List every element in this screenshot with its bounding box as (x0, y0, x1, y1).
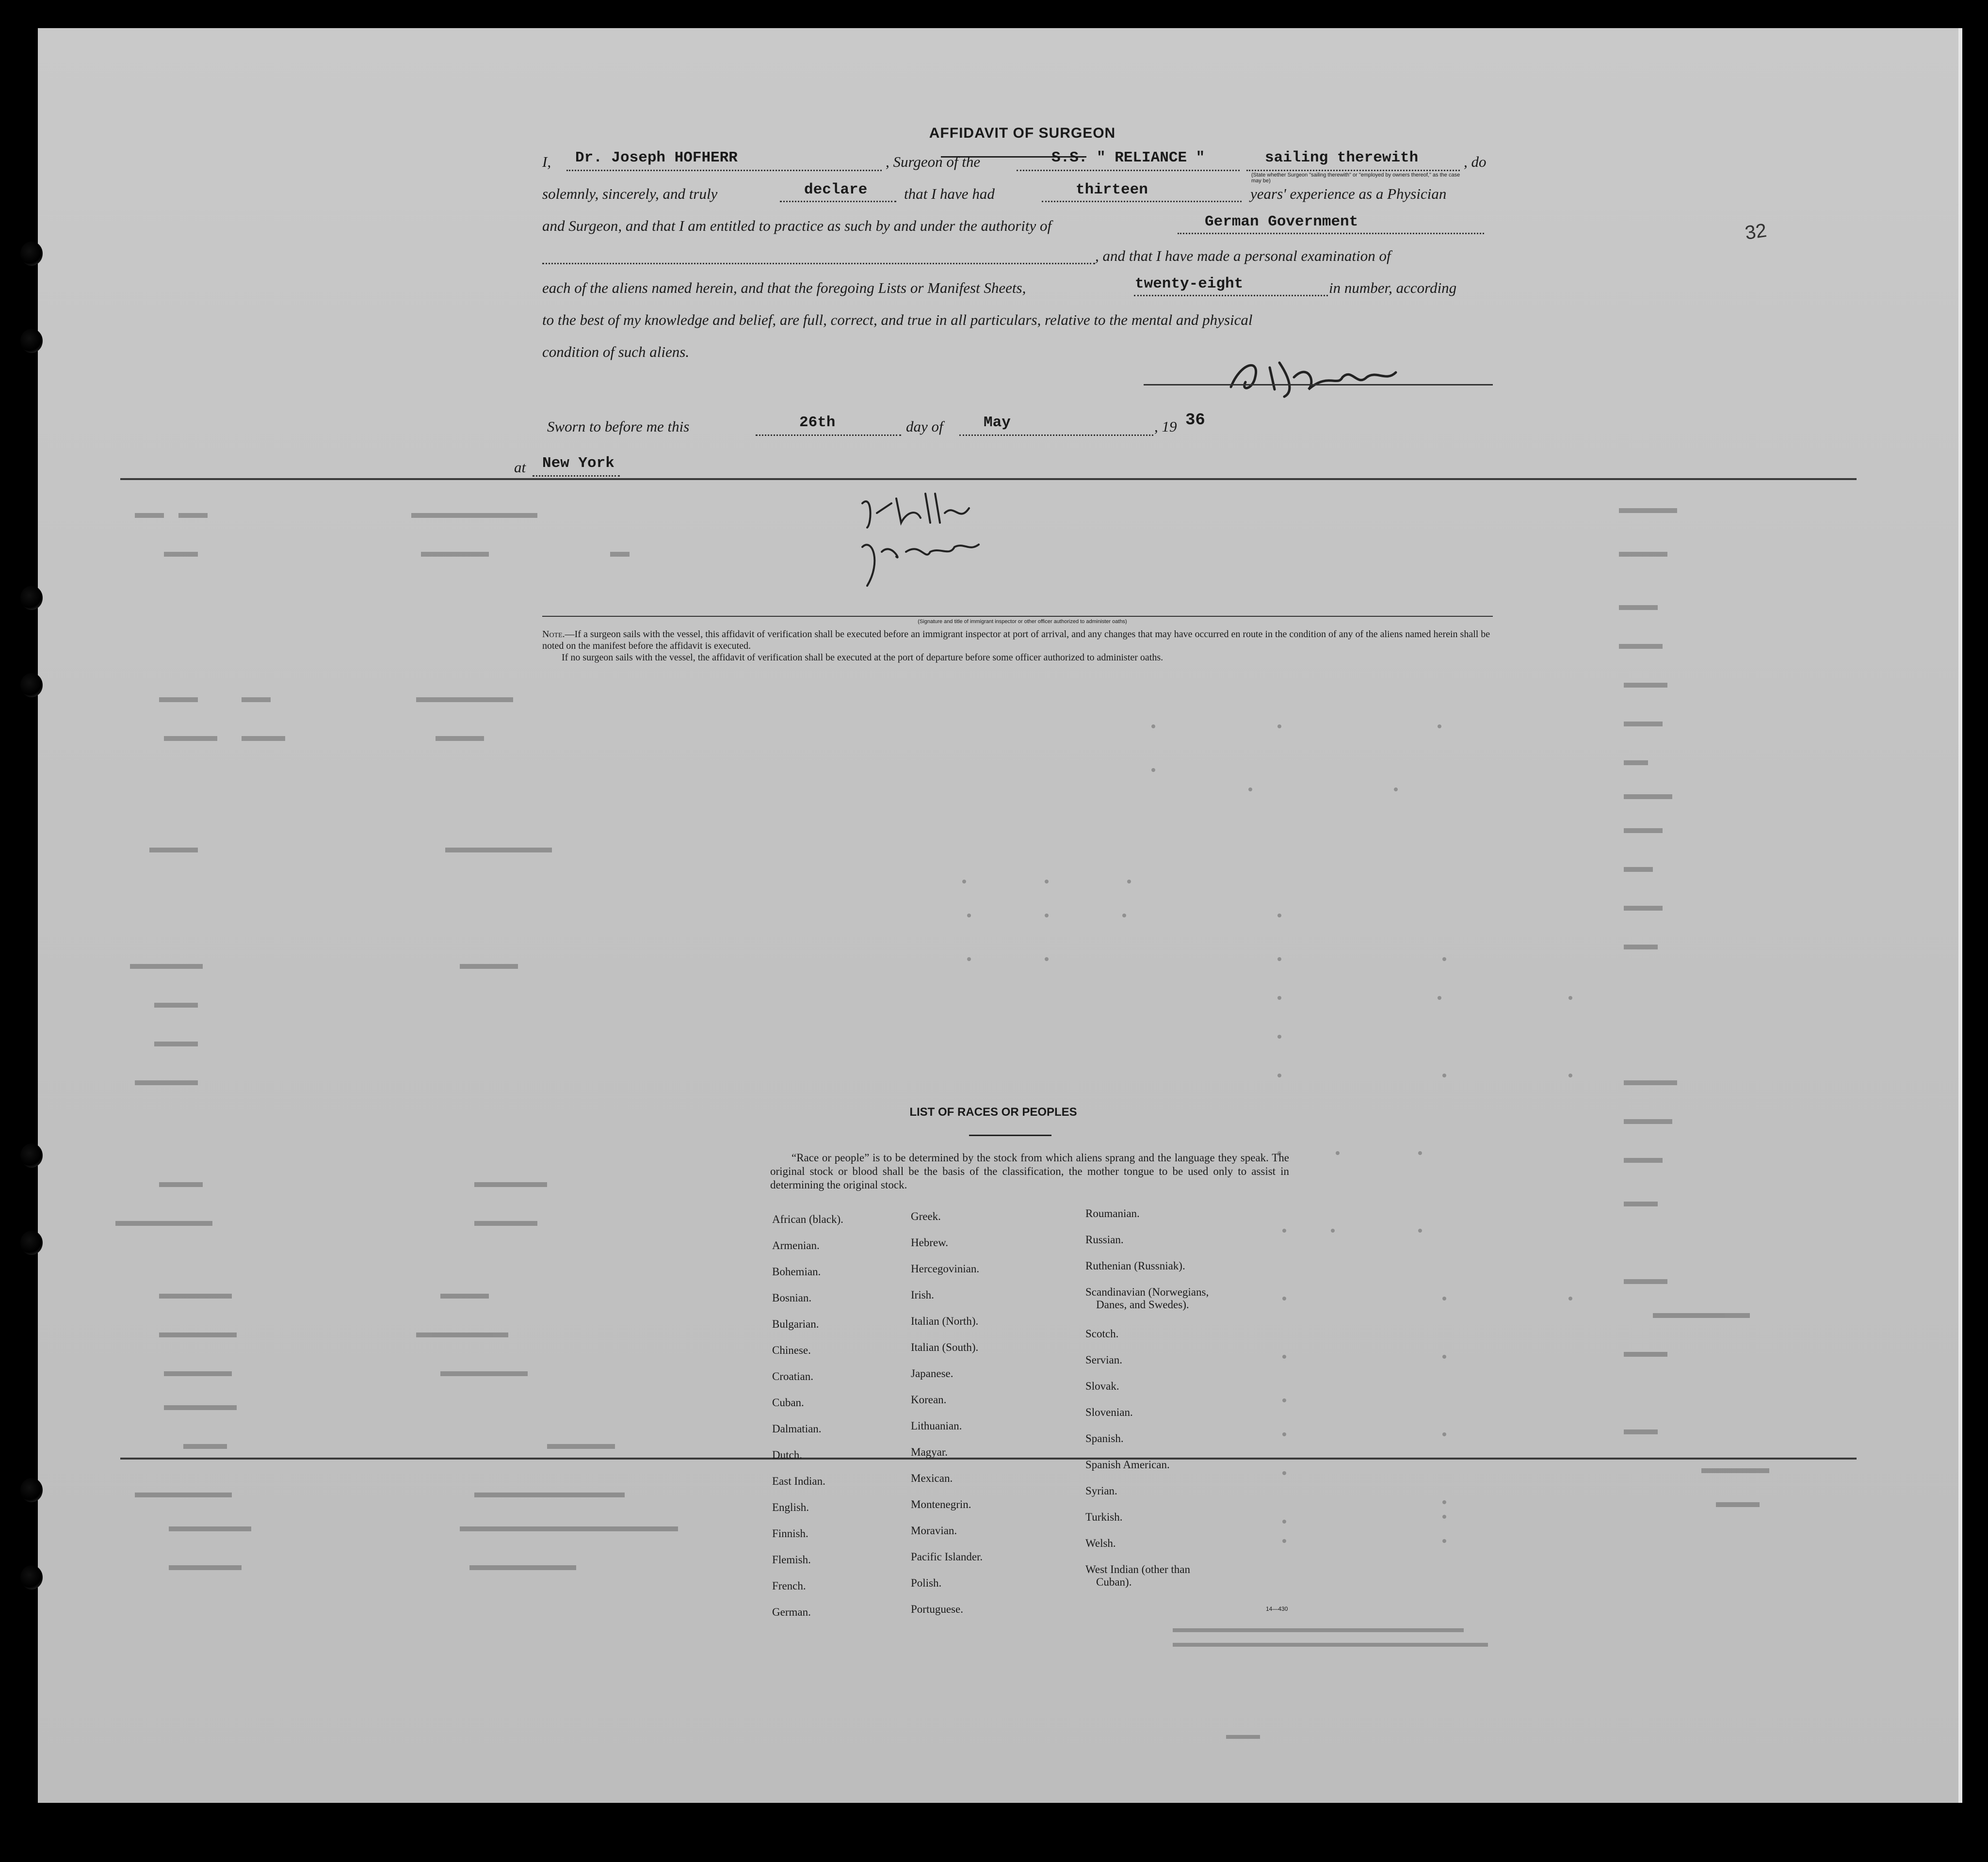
race-item: Polish. (911, 1577, 942, 1589)
race-item: Magyar. (911, 1446, 948, 1458)
note-text-2: If no surgeon sails with the vessel, the affidavit of verification shall be executed at the port of departure before some officer authorized to administer oaths. (562, 652, 1164, 663)
officer-signature-note: (Signature and title of immigrant inspector or other officer authorized to administer oaths) (918, 619, 1127, 625)
race-item: Mexican. (911, 1472, 953, 1484)
signature-line (1144, 384, 1493, 385)
declare-line (780, 201, 896, 202)
race-item: Scotch. (1085, 1328, 1119, 1340)
affidavit-line-6: to the best of my knowledge and belief, are full, correct, and true in all particulars, relative to the mental and physical (542, 311, 1253, 328)
race-item: Croatian. (772, 1370, 813, 1382)
affidavit-line-3: and Surgeon, and that I am entitled to practice as such by and under the authority of (542, 217, 1052, 234)
race-item: Armenian. (772, 1239, 820, 1252)
affidavit-line-4: , and that I have made a personal examination of (1095, 247, 1391, 264)
race-item: French. (772, 1580, 806, 1592)
race-item: Danes, and Swedes). (1096, 1299, 1189, 1311)
race-item: Scandinavian (Norwegians, (1085, 1286, 1209, 1298)
race-item: Finnish. (772, 1527, 808, 1540)
affidavit-line-5b: in number, according (1329, 279, 1457, 296)
race-item: Italian (North). (911, 1315, 979, 1327)
race-item: Montenegrin. (911, 1498, 971, 1510)
race-item: Servian. (1085, 1354, 1123, 1366)
race-item: Dalmatian. (772, 1423, 822, 1435)
race-item: Italian (South). (911, 1341, 979, 1353)
strike-line (120, 1458, 1857, 1460)
races-title-underline (969, 1135, 1051, 1136)
sheets-count: twenty-eight (1135, 275, 1244, 292)
declare-word: declare (804, 181, 868, 198)
race-item: Dutch. (772, 1449, 802, 1461)
affidavit-line-5a: each of the aliens named herein, and that the foregoing Lists or Manifest Sheets, (542, 279, 1026, 296)
surgeon-signature (1212, 343, 1415, 401)
race-item: Chinese. (772, 1344, 811, 1356)
race-item: Russian. (1085, 1234, 1124, 1246)
race-item: Spanish American. (1085, 1459, 1170, 1471)
sworn-year: 36 (1185, 411, 1205, 430)
race-item: Hebrew. (911, 1236, 949, 1249)
race-item: Korean. (911, 1394, 947, 1406)
affidavit-line-2c: years' experience as a Physician (1250, 185, 1447, 202)
race-item: Bosnian. (772, 1292, 812, 1304)
page-number: 32 (1744, 220, 1768, 244)
place-line (533, 475, 620, 477)
sheets-count-line (1134, 295, 1328, 296)
form-number: 14—430 (1266, 1605, 1288, 1612)
affidavit-line-1-prefix: I, (542, 153, 551, 170)
race-item: Bulgarian. (772, 1318, 819, 1330)
years-line (1042, 201, 1242, 202)
note-lead: Note. (542, 629, 565, 640)
race-item: Bohemian. (772, 1266, 821, 1278)
sworn-month-line (959, 434, 1153, 436)
race-item: East Indian. (772, 1475, 825, 1487)
sworn-label: Sworn to before me this (547, 418, 690, 435)
ship-name: S.S. " RELIANCE " (1051, 149, 1205, 166)
affidavit-line-2b: that I have had (904, 185, 995, 202)
surgeon-name-line (566, 170, 882, 171)
document-page (38, 28, 1962, 1803)
affidavit-note (542, 628, 1493, 663)
affidavit-line-2a: solemnly, sincerely, and truly (542, 185, 718, 202)
sailing-status-note: (State whether Surgeon "sailing therewith" or "employed by owners thereof," as the case may be) (1251, 172, 1460, 184)
race-item: Portuguese. (911, 1603, 963, 1615)
authority: German Government (1205, 213, 1358, 230)
race-item: Cuban. (772, 1396, 804, 1409)
race-item: Slovenian. (1085, 1406, 1133, 1418)
race-item: Greek. (911, 1210, 941, 1222)
sworn-place: New York (542, 455, 614, 472)
note-text-1: —If a surgeon sails with the vessel, this affidavit of verification shall be executed before an immigrant inspector at port of arrival, and any changes that may have occurred en route in the condition of any of the aliens named herein shall be noted on the manifest before the affidavit is executed. (542, 629, 1490, 651)
authority-line (1178, 233, 1484, 234)
sailing-status: sailing therewith (1265, 149, 1419, 166)
surgeon-name: Dr. Joseph HOFHERR (575, 149, 738, 166)
race-item: German. (772, 1606, 811, 1618)
sailing-status-line (1246, 170, 1460, 171)
race-item: Flemish. (772, 1554, 811, 1566)
race-item: English. (772, 1501, 809, 1513)
sworn-day-line (756, 434, 901, 436)
race-item: Turkish. (1085, 1511, 1123, 1523)
race-item: Spanish. (1085, 1432, 1124, 1445)
ship-line (1017, 170, 1240, 171)
at-label: at (514, 459, 526, 476)
race-item: Lithuanian. (911, 1420, 962, 1432)
race-item: African (black). (772, 1213, 843, 1225)
race-item: Cuban). (1096, 1576, 1132, 1588)
race-item: Hercegovinian. (911, 1263, 980, 1275)
race-item: Syrian. (1085, 1485, 1117, 1497)
race-item: Japanese. (911, 1367, 954, 1380)
race-item: Slovak. (1085, 1380, 1119, 1392)
sworn-month: May (984, 414, 1011, 431)
race-item: Ruthenian (Russniak). (1085, 1260, 1185, 1272)
races-paragraph: “Race or people” is to be determined by the stock from which aliens sprang and the language they speak. The original stock or blood shall be the basis of the classification, the mother tongue to be used only to assist in determining the original stock. (770, 1152, 1289, 1191)
race-item: Irish. (911, 1289, 934, 1301)
race-item: Pacific Islander. (911, 1551, 983, 1563)
officer-signature-line (542, 616, 1493, 617)
year-prefix: , 19 (1154, 418, 1177, 435)
inspector-signature (853, 489, 1115, 600)
races-list-title: LIST OF RACES OR PEOPLES (909, 1106, 1077, 1119)
strike-line (120, 478, 1857, 480)
do-label: , do (1464, 153, 1487, 170)
sworn-day: 26th (799, 414, 836, 431)
race-item: Roumanian. (1085, 1207, 1140, 1220)
affidavit-title: AFFIDAVIT OF SURGEON (929, 125, 1116, 141)
years-experience: thirteen (1076, 181, 1148, 198)
race-item: West Indian (other than (1085, 1563, 1190, 1575)
affidavit-line-7: condition of such aliens. (542, 343, 690, 360)
authority-continued-line (542, 263, 1095, 264)
race-item: Welsh. (1085, 1537, 1116, 1549)
race-item: Moravian. (911, 1525, 957, 1537)
surgeon-of-label: , Surgeon of the (886, 153, 981, 170)
day-of-label: day of (906, 418, 943, 435)
